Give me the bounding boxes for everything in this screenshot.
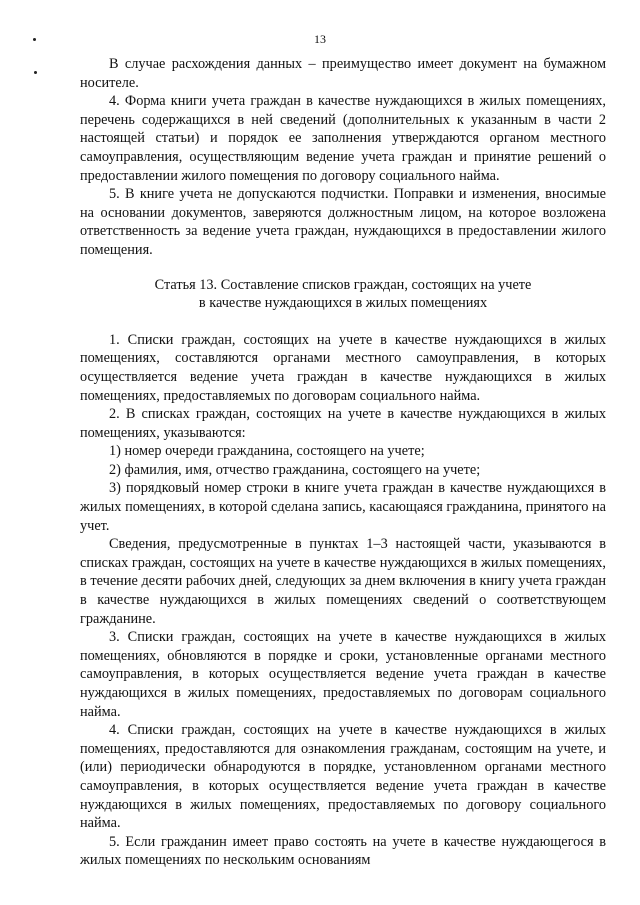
paragraph: 1. Списки граждан, состоящих на учете в качестве нуждающихся в жилых помещениях, составляются органами местного самоуправления, в которых осуществляется ведение учета граждан в качестве нуждающихся в жилых помещениях, предоставляемых по договорам социального найма. [80,331,606,404]
paragraph: 5. В книге учета не допускаются подчистки. Поправки и изменения, вносимые на основании документов, заверяются должностным лицом, на которое возложена ответственность за ведение учета граждан, нуждающихся в предоставлении жилого помещения. [80,186,606,258]
paragraph: 3. Списки граждан, состоящих на учете в качестве нуждающихся в жилых помещениях, обновляются в порядке и сроки, установленные органами местного самоуправления, в которых осуществляется ведение учета граждан в качестве нуждающихся в жилых помещениях, предоставляемых по договорам социального найма. [80,629,606,720]
article-heading-line1: Статья 13. Составление списков граждан, состоящих на учете [154,276,532,293]
paragraph: Сведения, предусмотренные в пунктах 1–3 настоящей части, указываются в списках граждан, состоящих на учете в качестве нуждающихся в жилых помещениях, в течение десяти рабочих дней, следующих за днем включения в книгу учета граждан в качестве нуждающихся в жилых помещениях сведений о соответствующем гражданине. [80,536,606,627]
paragraph: 4. Списки граждан, состоящих на учете в качестве нуждающихся в жилых помещениях, предоставляются для ознакомления гражданам, состоящим на учете, и (или) периодически обнародуются в порядке, установленном органами местного самоуправления, в которых осуществляется ведение учета граждан в качестве нуждающихся в жилых помещениях, предоставляемых по договору социального найма. [80,722,606,832]
page-number: 13 [314,32,326,46]
paragraph: 4. Форма книги учета граждан в качестве нуждающихся в жилых помещениях, перечень содержащихся в ней сведений (дополнительных к указанным в части 2 настоящей статьи) и порядок ее заполнения утверждаются органом местного самоуправления, осуществляющим ведение учета граждан и принятие решений о предоставлении жилого помещения по договору социального найма. [80,93,606,184]
paragraph: В случае расхождения данных – преимущество имеет документ на бумажном носителе. [80,56,606,91]
list-item: 2) фамилия, имя, отчество гражданина, состоящего на учете; [109,461,481,478]
scan-mark [34,71,37,74]
article-heading-line2: в качестве нуждающихся в жилых помещениях [198,295,488,312]
paragraph: 2. В списках граждан, состоящих на учете в качестве нуждающихся в жилых помещениях, указываются: [80,406,606,441]
list-item: 3) порядковый номер строки в книге учета граждан в качестве нуждающихся в жилых помещениях, в которой сделана запись, касающаяся гражданина, принятого на учет. [80,480,606,534]
list-item: 1) номер очереди гражданина, состоящего на учете; [109,443,425,460]
scan-mark [33,38,36,41]
article-heading [80,276,606,313]
paragraph: 5. Если гражданин имеет право состоять на учете в качестве нуждающегося в жилых помещениях по нескольким основаниям [80,833,606,869]
document-body [80,55,606,870]
